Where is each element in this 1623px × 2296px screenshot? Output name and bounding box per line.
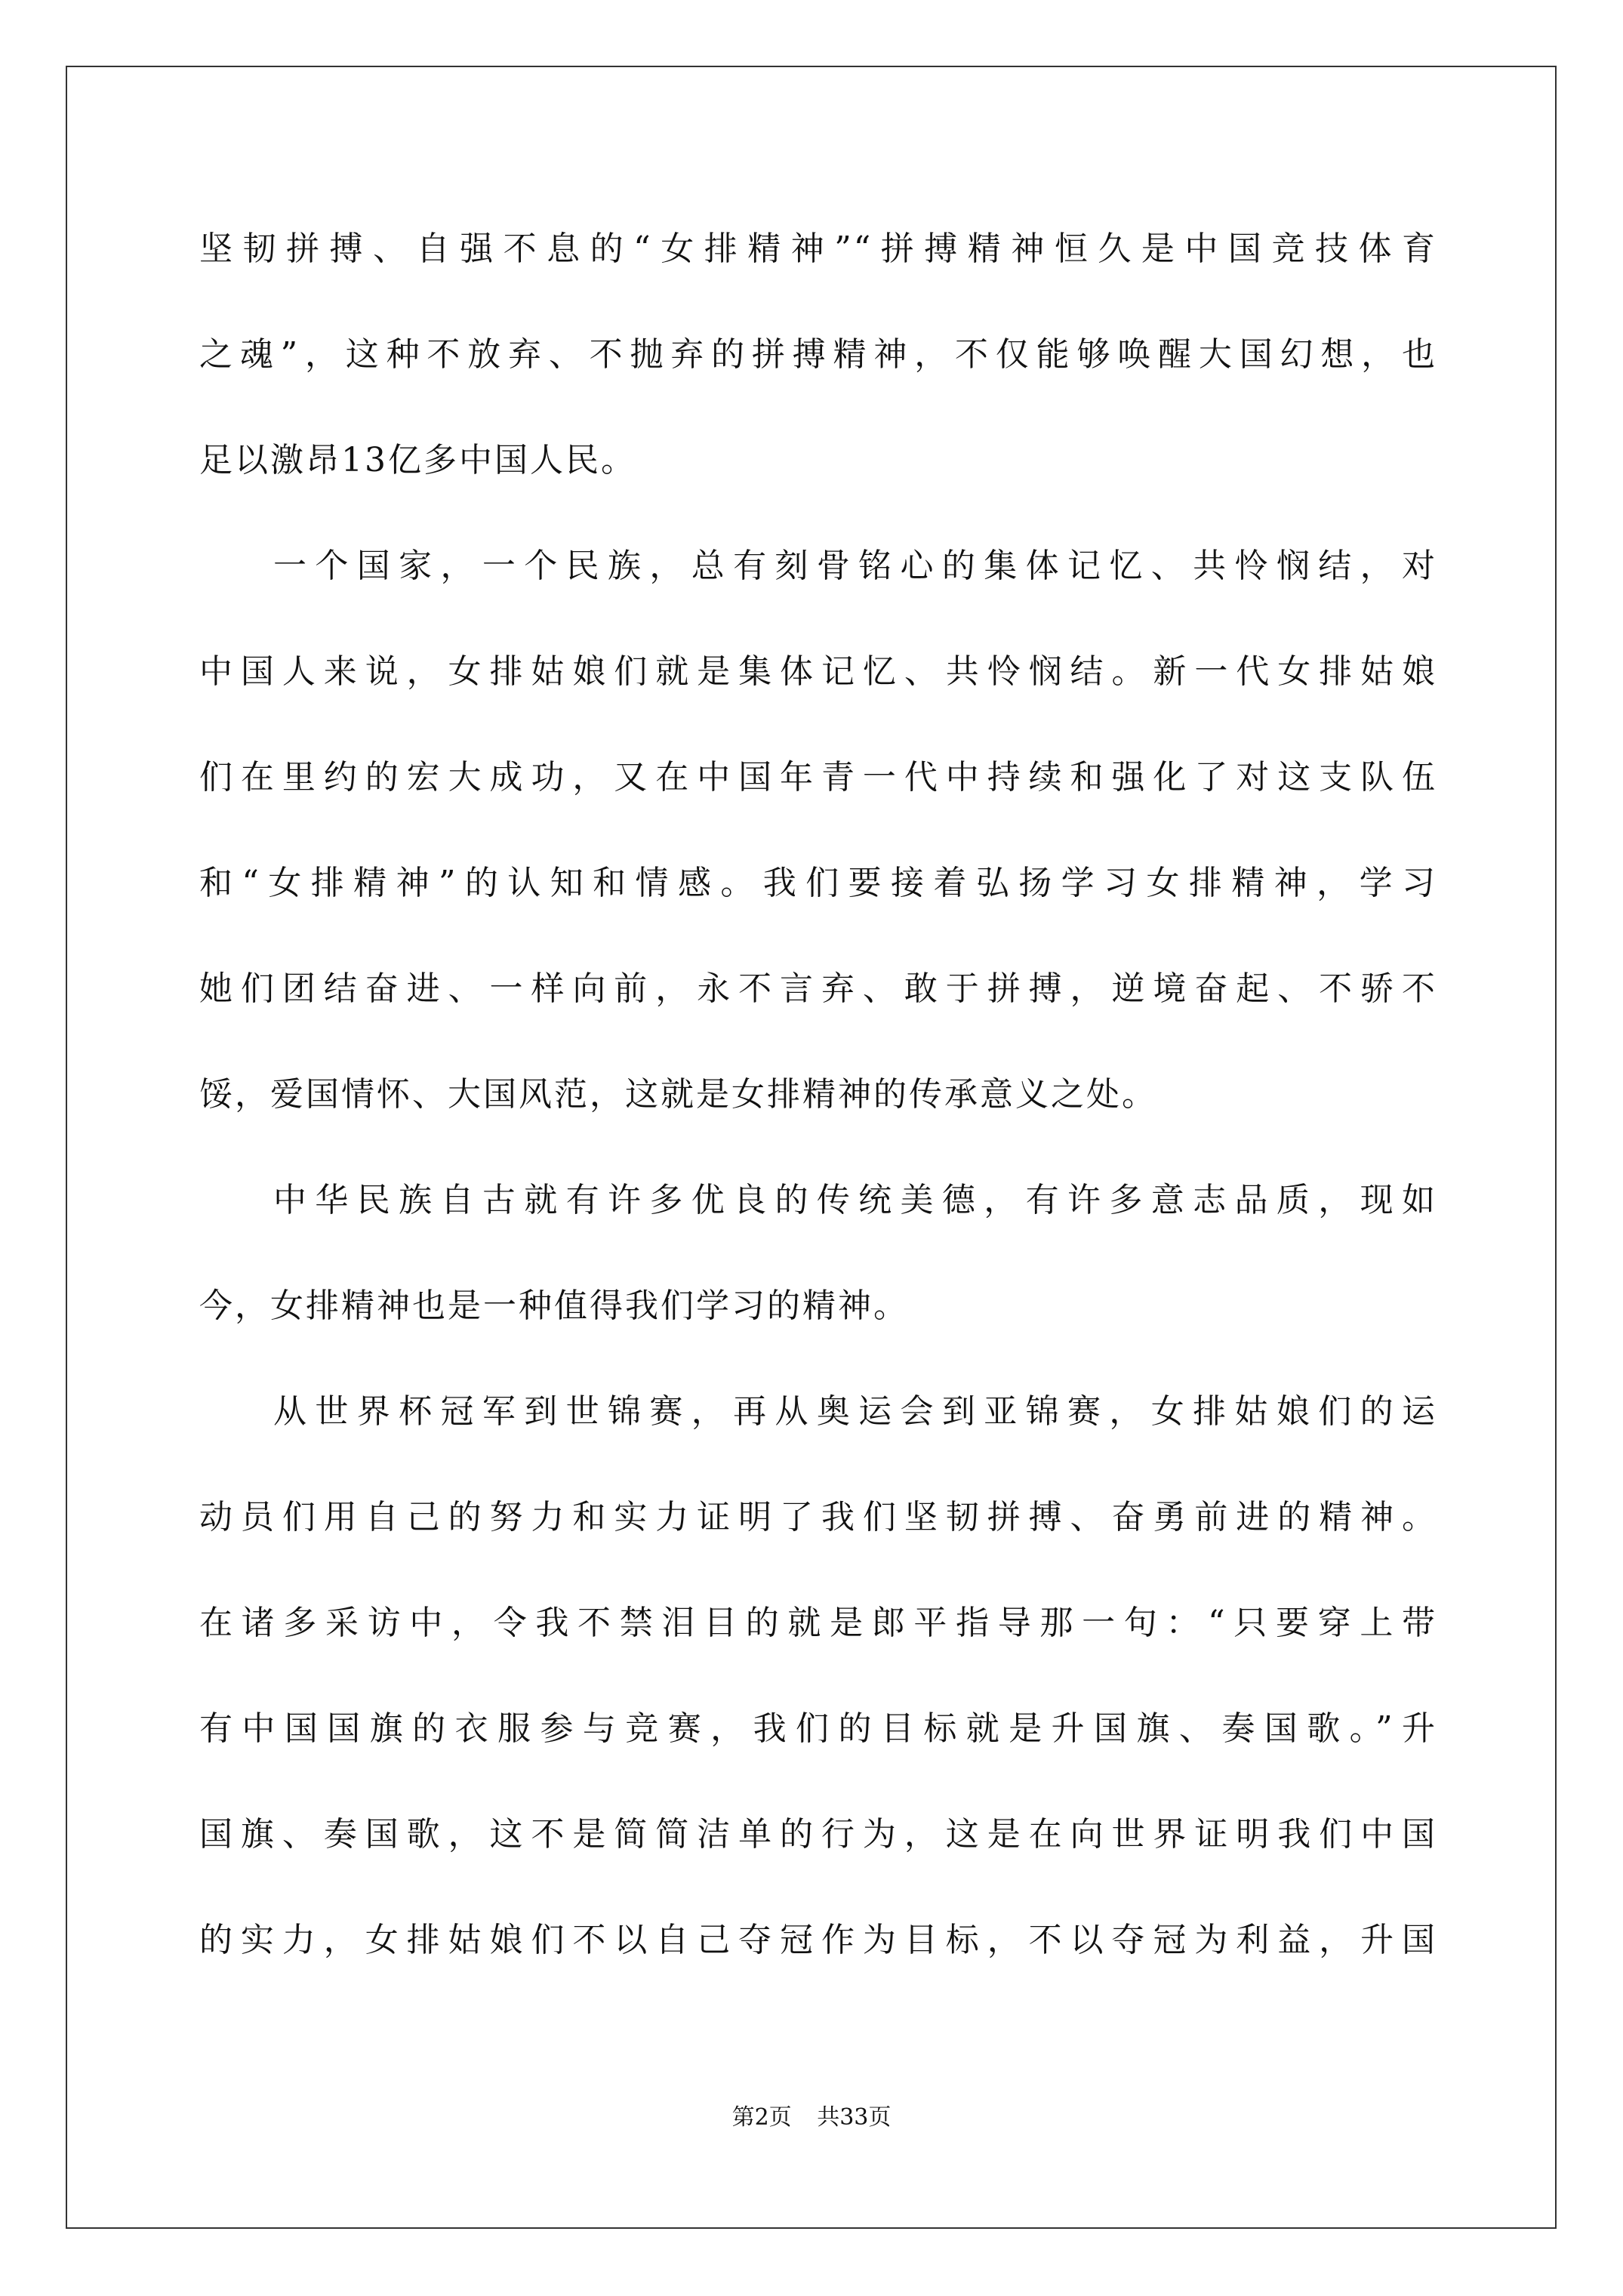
text-line: 和“女排精神”的认知和情感。我们要接着弘扬学习女排精神，学习: [199, 864, 1437, 902]
text-line: 一个国家，一个民族，总有刻骨铭心的集体记忆、共怜悯结，对: [273, 547, 1437, 585]
text-line: 她们团结奋进、一样向前，永不言弃、敢于拼搏，逆境奋起、不骄不: [199, 969, 1437, 1008]
text-line: 动员们用自己的努力和实力证明了我们坚韧拼搏、奋勇前进的精神。: [199, 1498, 1437, 1536]
text-line: 国旗、奏国歌，这不是简简洁单的行为，这是在向世界证明我们中国: [199, 1815, 1437, 1854]
text-line: 馁，爱国情怀、大国风范，这就是女排精神的传承意义之处。: [199, 1075, 1157, 1114]
text-line: 今，女排精神也是一种值得我们学习的精神。: [199, 1287, 909, 1325]
page-total: 共33页: [817, 2104, 892, 2131]
text-line: 们在里约的宏大成功，又在中国年青一代中持续和强化了对这支队伍: [199, 758, 1437, 797]
page-number: 第2页: [731, 2104, 792, 2131]
text-line: 有中国国旗的衣服参与竞赛，我们的目标就是升国旗、奏国歌。”升: [199, 1709, 1437, 1748]
text-line: 足以激昂13亿多中国人民。: [199, 441, 636, 479]
text-line: 之魂”，这种不放弃、不抛弃的拼搏精神，不仅能够唤醒大国幻想，也: [199, 335, 1437, 374]
text-line: 的实力，女排姑娘们不以自己夺冠作为目标，不以夺冠为利益，升国: [199, 1921, 1437, 1959]
page-border: [66, 66, 1557, 2229]
text-line: 中华民族自古就有许多优良的传统美德，有许多意志品质，现如: [273, 1181, 1437, 1219]
text-line: 从世界杯冠军到世锦赛，再从奥运会到亚锦赛，女排姑娘们的运: [273, 1392, 1437, 1431]
text-line: 中国人来说，女排姑娘们就是集体记忆、共怜悯结。新一代女排姑娘: [199, 652, 1437, 691]
page-footer: [0, 2099, 1623, 2137]
text-line: 在诸多采访中，令我不禁泪目的就是郎平指导那一句：“只要穿上带: [199, 1604, 1437, 1642]
text-line: 坚韧拼搏、自强不息的“女排精神”“拼搏精神恒久是中国竞技体育: [199, 230, 1437, 268]
